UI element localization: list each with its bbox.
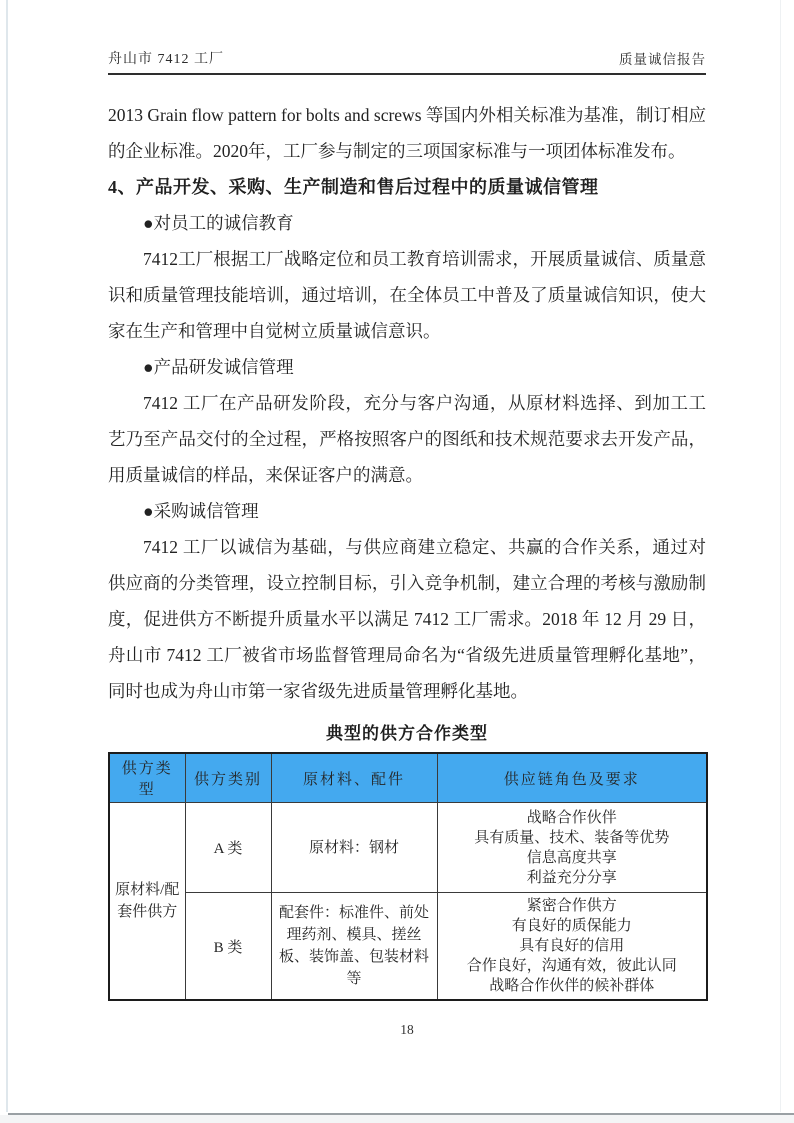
bullet-product-rd-integrity: ●产品研发诚信管理 xyxy=(143,357,294,377)
cell-roles-a xyxy=(437,803,707,893)
role-line: 战略合作伙伴 xyxy=(526,809,617,826)
page-header xyxy=(108,48,706,75)
column-header-supply-chain-role: 供应链角色及要求 xyxy=(437,753,707,803)
cell-materials-a: 原材料：钢材 xyxy=(271,803,437,893)
scan-edge-left xyxy=(6,0,8,1112)
cell-supplier-type-merged: 原材料/配套件供方 xyxy=(109,803,185,1001)
role-line: 合作良好，沟通有效，彼此认同 xyxy=(466,958,677,974)
column-header-materials: 原材料、配件 xyxy=(271,753,437,803)
role-line: 战略合作伙伴的候补群体 xyxy=(489,978,655,994)
role-line: 利益充分分享 xyxy=(526,869,617,886)
column-header-supplier-type: 供方类型 xyxy=(109,753,185,803)
section-heading-4: 4、产品开发、采购、生产制造和售后过程中的质量诚信管理 xyxy=(108,177,599,197)
column-header-supplier-class: 供方类别 xyxy=(185,753,271,803)
table-row xyxy=(109,803,707,893)
paragraph-procurement: 7412 工厂以诚信为基础，与供应商建立稳定、共赢的合作关系，通过对供应商的分类管理，设立控制目标，引入竞争机制，建立合理的考核与激励制度，促进供方不断提升质量水平以满足 7412 工厂需求。2018 年 12 月 29 日，舟山市 7412 工厂被省市场监督管理局命名为“省级先进质量管理孵化基地”，同时也成为舟山市第一家省级先进质量管理孵化基地。 xyxy=(108,537,706,701)
role-line: 具有质量、技术、装备等优势 xyxy=(474,829,670,846)
scan-margin-bottom xyxy=(0,1115,794,1123)
role-line: 具有良好的信用 xyxy=(519,938,625,954)
role-line: 有良好的质保能力 xyxy=(511,918,632,934)
cell-roles-b xyxy=(437,893,707,1001)
bullet-procurement-integrity: ●采购诚信管理 xyxy=(143,501,259,521)
table-title: 典型的供方合作类型 xyxy=(326,724,488,743)
paragraph-employee-training: 7412工厂根据工厂战略定位和员工教育培训需求，开展质量诚信、质量意识和质量管理技能培训，通过培训，在全体员工中普及了质量诚信知识，使大家在生产和管理中自觉树立质量诚信意识。 xyxy=(108,249,706,341)
page-number: 18 xyxy=(400,1022,414,1037)
table-header-row xyxy=(109,753,707,803)
cell-class-b: B 类 xyxy=(185,893,271,1001)
paragraph-standards: 2013 Grain flow pattern for bolts and screws 等国内外相关标准为基准，制订相应的企业标准。2020年，工厂参与制定的三项国家标准与一项团体标准发布。 xyxy=(108,105,706,161)
table-row xyxy=(109,893,707,1001)
supplier-cooperation-table xyxy=(108,752,708,1001)
scan-edge-right xyxy=(780,0,781,1112)
role-line: 紧密合作供方 xyxy=(526,898,617,914)
cell-class-a: A 类 xyxy=(185,803,271,893)
paragraph-product-rd: 7412 工厂在产品研发阶段，充分与客户沟通，从原材料选择、到加工工艺乃至产品交付的全过程，严格按照客户的图纸和技术规范要求去开发产品，用质量诚信的样品，来保证客户的满意。 xyxy=(108,393,706,485)
header-factory-name: 舟山市 7412 工厂 xyxy=(108,52,224,67)
body-text-block xyxy=(108,97,706,709)
document-content xyxy=(108,48,706,1001)
header-report-title: 质量诚信报告 xyxy=(619,52,706,67)
bullet-employee-integrity-education: ●对员工的诚信教育 xyxy=(143,213,294,233)
role-line: 信息高度共享 xyxy=(526,849,617,866)
cell-materials-b: 配套件：标准件、前处理药剂、模具、搓丝板、装饰盖、包装材料等 xyxy=(271,893,437,1001)
